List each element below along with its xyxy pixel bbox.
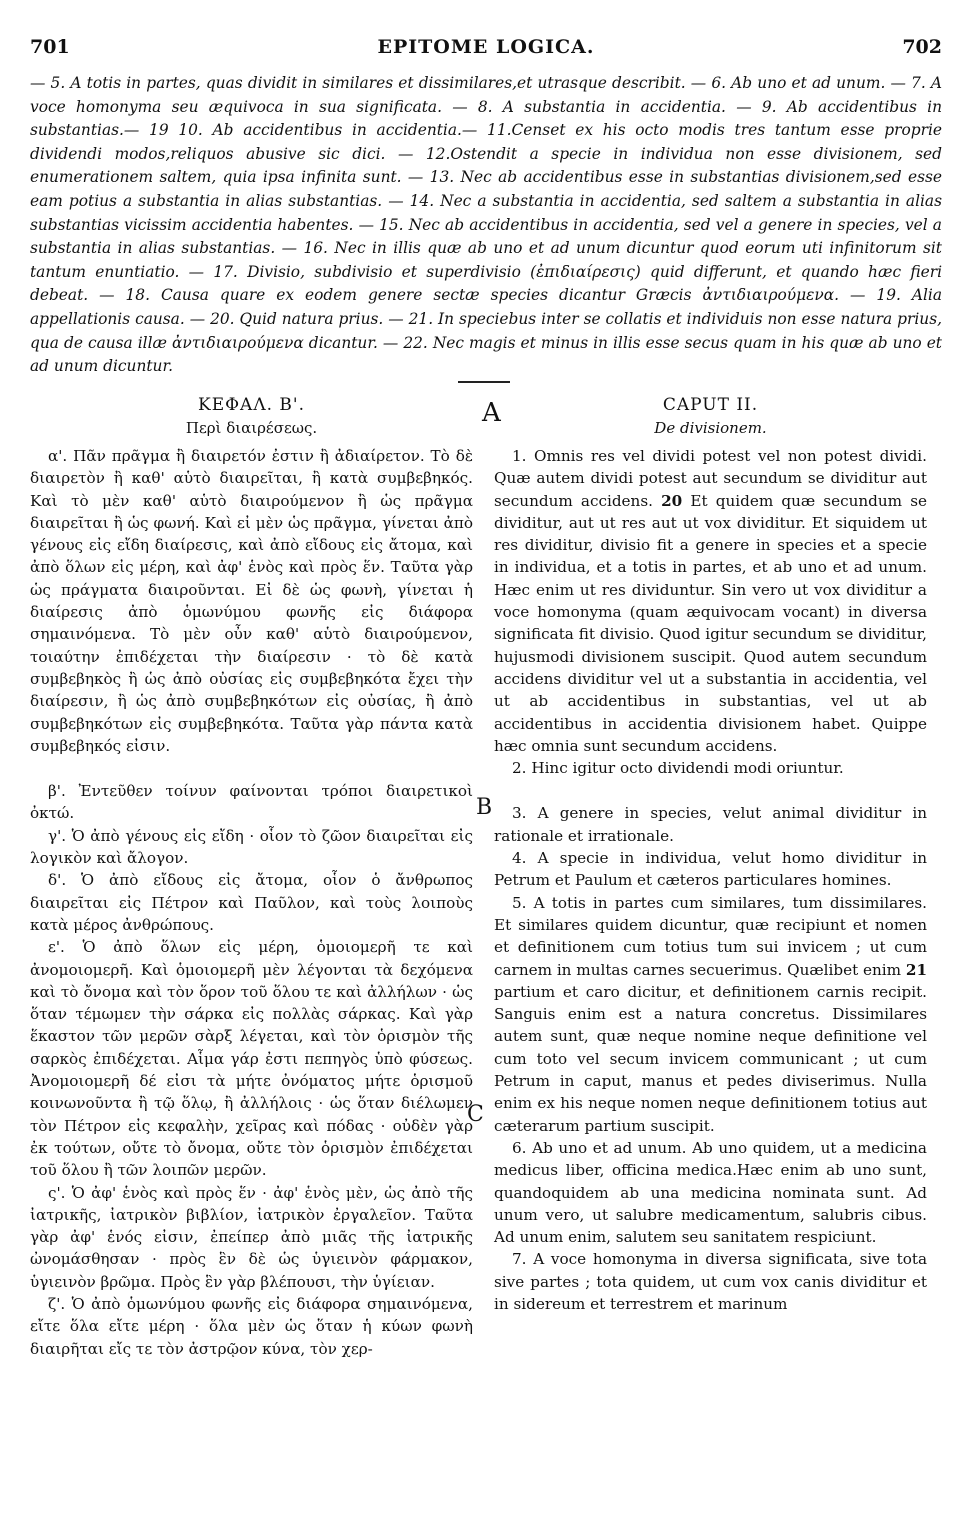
greek-paragraph-2: β'. Ἐντεῦθεν τοίνυν φαίνονται τρόποι διαιρετικοὶ ὀκτώ. [30, 782, 473, 823]
running-title: EPITOME LOGICA. [377, 36, 595, 58]
greek-paragraph-4: δ'. Ὁ ἀπὸ εἴδους εἰς ἄτομα, οἷον ὁ ἄνθρωπος διαιρεῖται εἰς Πέτρον καὶ Παῦλον, καὶ τοὺς λοιποὺς κατὰ μέρος ἀνθρώπους. [30, 871, 473, 934]
greek-paragraph-3: γ'. Ὁ ἀπὸ γένους εἰς εἴδη · οἷον τὸ ζῶον διαιρεῖται εἰς λογικὸν καὶ ἄλογον. [30, 826, 473, 868]
latin-paragraph-2: 2. Hinc igitur octo dividendi modi oriuntur. [512, 759, 844, 778]
page-number-right: 702 [902, 36, 942, 58]
latin-column [494, 393, 927, 1315]
greek-column [30, 393, 473, 1360]
latin-paragraph-4: 4. A specie in individua, velut homo dividitur in Petrum et Paulum et cæteros particulares homines. [494, 849, 927, 890]
chapter-summary [30, 72, 942, 379]
greek-chapter-subheading: Περὶ διαιρέσεως. [185, 419, 318, 437]
latin-paragraph-7: 7. A voce homonyma in diversa significata, sive tota sive partes ; tota quidem, ut cum vox canis dividitur et in sidereum et terrestrem et marinum [494, 1250, 927, 1313]
latin-paragraph-3: 3. A genere in species, velut animal dividitur in rationale et irrationale. [494, 804, 927, 845]
latin-paragraph-1-text-b: Et quidem quæ secundum se dividitur, aut ut res aut ut vox dividitur. Et siquidem ut res dividitur, divisio fit a genere in species et a specie in individua, et a totis in partes, et ab uno et ad unum. Hæc enim ut res dividuntur. Sin vero ut vox dividitur a voce homonyma (quam æquivocam vocant) in diversa significata fit divisio. Quod igitur secundum se dividitur, hujusmodi divisionem suscipit. Quod autem secundum accidens dividitur vel ut a substantia in accidentia, vel ut ab accidentibus in substantias, vel ut ab accidentibus in accidentia divisionem habet. Quippe hæc omnia sunt secundum accidens. [494, 491, 927, 755]
latin-paragraph-5-text-b: partium et caro dicitur, et definitionem carnis recipit. Sanguis enim est a natura concretus. Dissimilares autem sunt, quæ neque nomine neque definitione vel cum toto vel secum invicem communicant ; ut cum Petrum in caput, manus et pedes diviserimus. Nulla enim ex his neque nomen neque definitionem totius aut cæterarum partium suscipit. [494, 982, 927, 1135]
latin-paragraph-1 [494, 445, 927, 757]
page-header [30, 30, 942, 64]
section-rule [458, 381, 510, 383]
latin-paragraph-5 [494, 892, 927, 1137]
greek-paragraph-7: ζ'. Ὁ ἀπὸ ὁμωνύμου φωνῆς εἰς διάφορα σημαινόμενα, εἴτε ὅλα εἴτε μέρη · ὅλα μὲν ὡς ὅταν ἡ κύων φωνὴ διαιρῆται εἴς τε τὸν ἀστρῷον κύνα, τὸν χερ- [30, 1294, 473, 1358]
greek-paragraph-6: ς'. Ὁ ἀφ' ἑνὸς καὶ πρὸς ἕν · ἀφ' ἑνὸς μὲν, ὡς ἀπὸ τῆς ἰατρικῆς, ἰατρικὸν βιβλίον, ἰατρικὸν ἐργαλεῖον. Ταῦτα γὰρ ἀφ' ἑνός εἰσιν, ἐπείπερ ἀπὸ μιᾶς τῆς ἰατρικῆς ὠνομάσθησαν · πρὸς ἓν δὲ ὡς ὑγιεινὸν φάρμακον, ὑγιεινὸν βρῶμα. Πρὸς ἓν γὰρ βλέπουσι, τὴν ὑγίειαν. [30, 1183, 473, 1291]
summary-text: — 5. A totis in partes, quas dividit in similares et dissimilares,et utrasque describit. — 6. Ab uno et ad unum. — 7. A voce homonyma seu æquivoca in sua significata. — 8. A substantia in accidentia. — 9. Ab accidentibus in substantias.— 19 10. Ab accidentibus in accidentia.— 11.Censet ex his octo modis tres tantum esse proprie dividendi modos,reliquos abusive sic dici. — 12.Ostendit a specie in individua non esse divisionem, sed enumerationem saltem, quia ipsa infinita sunt. — 13. Nec ab accidentibus esse in substantias divisionem,sed esse eam potius a substantia in alias substantias. — 14. Nec a substantia in accidentia, sed saltem a substantia in alias substantias vicissim accidentia habentes. — 15. Nec ab accidentibus in accidentia, sed vel a genere in species, vel a substantia in alias substantias. — 16. Nec in illis quæ ab uno et ad unum dicuntur quod eorum uti infinitorum sit tantum enuntiatio. — 17. Divisio, subdivisio et superdivisio (ἐπιδιαίρεσις) quid differunt, et quando hæc fieri debeat. — 18. Causa quare ex eodem genere sectæ species dicantur Græcis ἀντιδιαιρούμενα. — 19. Alia appellationis causa. — 20. Quid natura prius. — 21. In speciebus inter se collatis et individuis non esse natura prius, qua de causa illæ ἀντιδιαιρούμενα dicantur. — 22. Nec magis et minus in illis esse secus quam in his quæ ab uno et ad unum dicuntur. [30, 74, 942, 376]
column-number-21: 21 [905, 960, 928, 979]
greek-paragraph-5: ε'. Ὁ ἀπὸ ὅλων εἰς μέρη, ὁμοιομερῆ τε καὶ ἀνομοιομερῆ. Καὶ ὁμοιομερῆ μὲν λέγονται τὰ δεχόμενα καὶ τὸ ὄνομα καὶ τὸν ὅρον τοῦ ὅλου τε καὶ ἀλλήλων · ὡς ὅταν τέμωμεν τὴν σάρκα εἰς πολλὰς σάρκας. Καὶ γὰρ ἕκαστον τῶν μερῶν σὰρξ λέγεται, καὶ τὸν ὁρισμὸν τῆς σαρκὸς ἐπιδέχεται. Αἷμα γάρ ἐστι πεπηγὸς ὑπὸ φύσεως. Ἀνομοιομερῆ δέ εἰσι τὰ μήτε ὀνόματος μήτε ὁρισμοῦ κοινωνοῦντα ἢ τῷ ὅλῳ, ἢ ἀλλήλοις · ὡς ὅταν διέλωμεν τὸν Πέτρον εἰς κεφαλὴν, χεῖρας καὶ πόδας · οὐδὲν γὰρ ἐκ τούτων, οὔτε τὸ ὄνομα, οὔτε τὸν ὁρισμὸν ἐπιδέχεται τοῦ ὅλου ἢ τῶν λοιπῶν μερῶν. [30, 938, 473, 1180]
latin-paragraph-6: 6. Ab uno et ad unum. Ab uno quidem, ut a medicina medicus liber, officina medica.Hæc enim ab uno sunt, quandoquidem ab una medicina nominata sunt. Ad unum vero, ut salubre medicamentum, salubris cibus. Ad unum enim, salutem seu sanitatem respiciunt. [494, 1138, 927, 1247]
latin-paragraph-5-text-a: 5. A totis in partes cum similares, tum dissimilares. Et similares quidem dicuntur, quæ recipiunt et nomen et definitionem cum totius tum sui invicem ; ut cum carnem in multas carnes secuerimus. Quælibet enim [494, 893, 927, 979]
margin-marker-b: B [476, 795, 493, 820]
greek-chapter-heading: ΚΕΦΑΛ. Β'. [198, 395, 305, 415]
greek-paragraph-1: α'. Πᾶν πρᾶγμα ἢ διαιρετόν ἐστιν ἢ ἀδιαίρετον. Τὸ δὲ διαιρετὸν ἢ καθ' αὑτὸ διαιρεῖται, ἢ κατὰ συμβεβηκός. Καὶ τὸ μὲν καθ' αὑτὸ διαιρούμενον ἢ ὡς πρᾶγμα διαιρεῖται ἢ ὡς φωνή. Καὶ εἰ μὲν ὡς πρᾶγμα, γίνεται ἀπὸ γένους εἰς εἴδη διαίρεσις, καὶ ἀπὸ εἴδους εἰς ἄτομα, καὶ ἀπὸ ὅλων εἰς μέρη, καὶ ἀφ' ἑνὸς καὶ πρὸς ἕν. Ταῦτα γὰρ ὡς πράγματα διαιροῦνται. Εἰ δὲ ὡς φωνὴ, γίνεται ἡ διαίρεσις ἀπὸ ὁμωνύμου φωνῆς εἰς διάφορα σημαινόμενα. Τὸ μὲν οὖν καθ' αὑτὸ διαιρούμενον, τοιαύτην ἐπιδέχεται τὴν διαίρεσιν · τὸ δὲ κατὰ συμβεβηκὸς ἢ ὡς ἀπὸ οὐσίας εἰς συμβεβηκότα ἔχει τὴν διαίρεσιν, ἢ ὡς ἀπὸ συμβεβηκότων εἰς οὐσίας, ἢ ἀπὸ συμβεβηκότων εἰς συμβεβηκότα. Ταῦτα γὰρ πάντα κατὰ συμβεβηκός εἰσιν. [30, 447, 473, 755]
latin-chapter-subheading: De divisionem. [654, 419, 767, 437]
column-number-20: 20 [661, 491, 683, 510]
margin-marker-a: A [482, 398, 501, 428]
latin-paragraph-1-text-a: 1. Omnis res vel dividi potest vel non potest dividi. Quæ autem dividi potest aut secundum se dividitur aut secundum accidens. [494, 447, 927, 510]
latin-chapter-heading: CAPUT II. [662, 395, 759, 415]
page-number-left: 701 [30, 36, 70, 58]
margin-marker-c: C [467, 1102, 484, 1127]
